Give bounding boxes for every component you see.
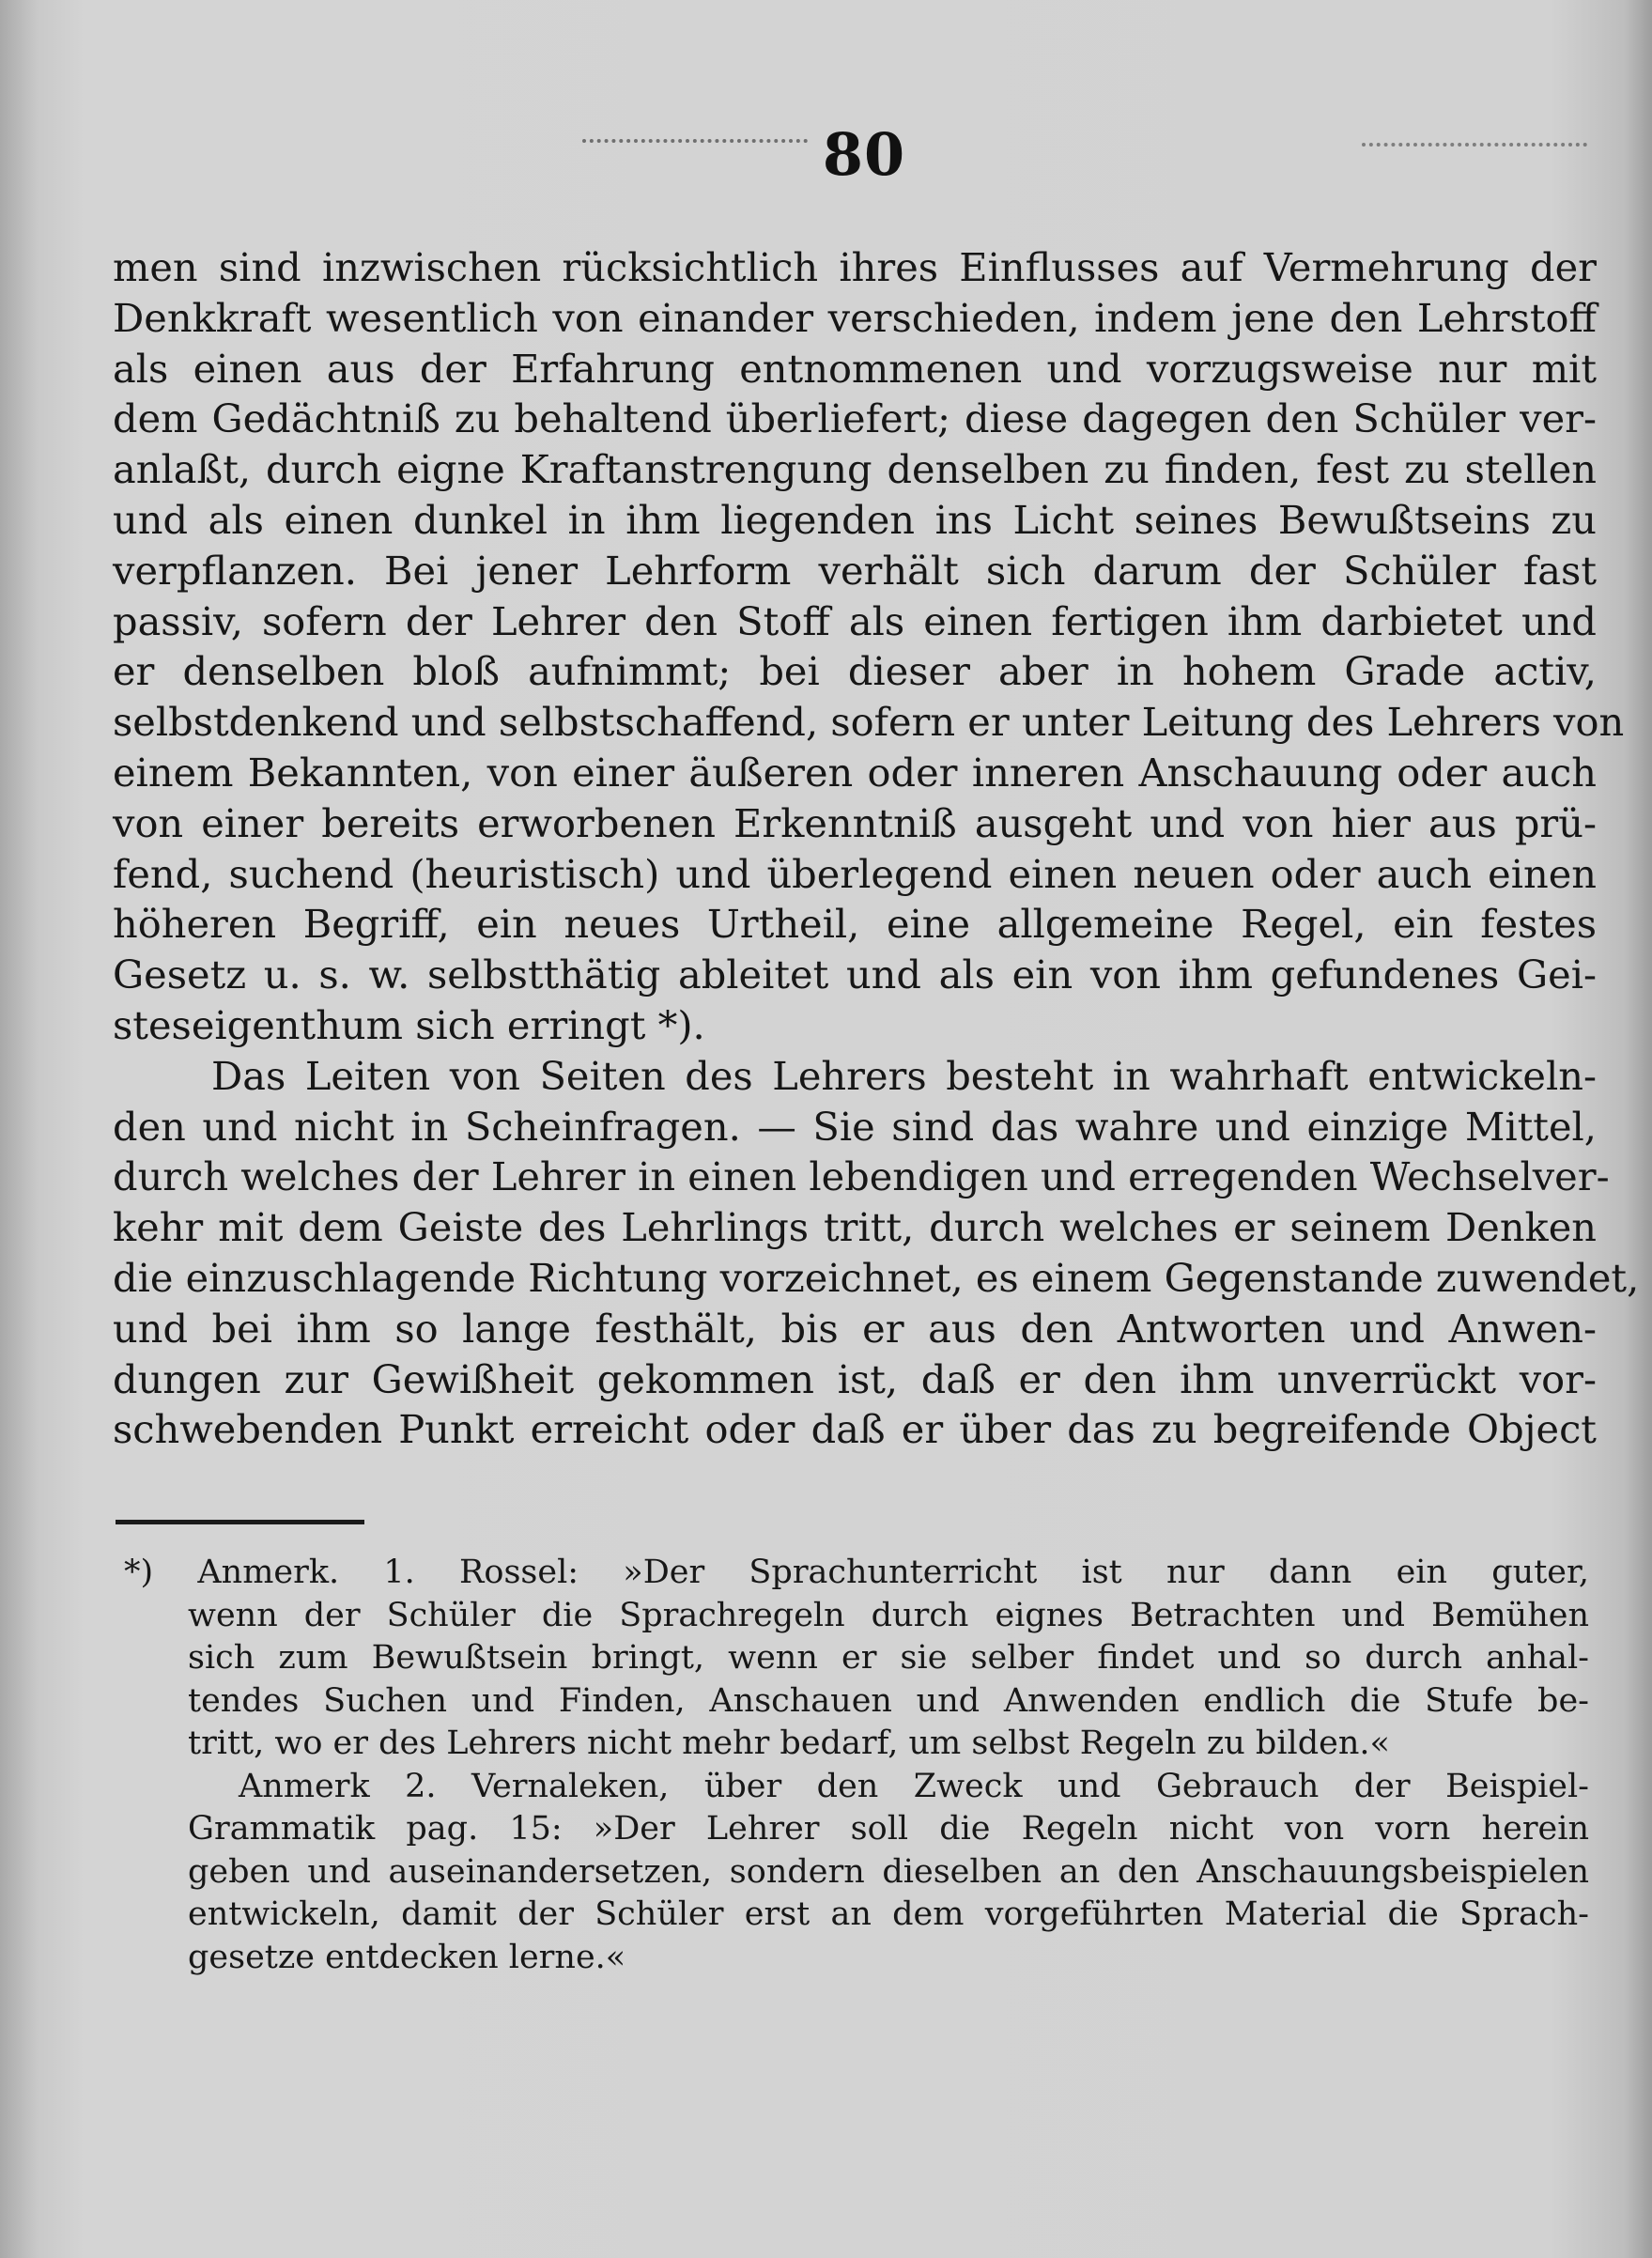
text-line: einem Bekannten, von einer äußeren oder inneren Anschauung oder auch	[113, 749, 1597, 796]
footnote-line: *) Anmerk. 1. Rossel: »Der Sprachunterricht ist nur dann ein guter,	[124, 1554, 1589, 1591]
text-line: und bei ihm so lange festhält, bis er aus den Antworten und Anwen-	[113, 1305, 1597, 1352]
page-number: 80	[822, 120, 906, 189]
text-line: passiv, sofern der Lehrer den Stoff als einen fertigen ihm darbietet und	[113, 597, 1597, 644]
text-line: dem Gedächtniß zu behaltend überliefert; diese dagegen den Schüler ver-	[113, 395, 1597, 442]
text-line: anlaßt, durch eigne Kraftanstrengung denselben zu finden, fest zu stellen	[113, 446, 1597, 493]
text-line: steseigenthum sich erringt *).	[113, 1001, 705, 1048]
text-line: Gesetz u. s. w. selbstthätig ableitet und als ein von ihm gefundenes Gei-	[113, 951, 1597, 998]
header-ornament-right	[1362, 143, 1587, 150]
text-line: Denkkraft wesentlich von einander verschieden, indem jene den Lehrstoff	[113, 294, 1597, 341]
text-line: selbstdenkend und selbstschaffend, sofern er unter Leitung des Lehrers von	[113, 699, 1625, 746]
footnote-line: gesetze entdecken lerne.«	[188, 1938, 626, 1976]
footnote-line: tritt, wo er des Lehrers nicht mehr bedarf, um selbst Regeln zu bilden.«	[188, 1724, 1390, 1762]
text-line: men sind inzwischen rücksichtlich ihres Einflusses auf Vermehrung der	[113, 244, 1597, 290]
text-line: verpflanzen. Bei jener Lehrform verhält sich darum der Schüler fast	[113, 547, 1597, 594]
text-line: die einzuschlagende Richtung vorzeichnet, es einem Gegenstande zuwendet,	[113, 1254, 1640, 1301]
footnotes	[124, 1552, 1589, 1979]
text-line: durch welches der Lehrer in einen lebendigen und erregenden Wechselver-	[113, 1153, 1610, 1200]
main-text	[113, 242, 1640, 1455]
text-line: von einer bereits erworbenen Erkenntniß ausgeht und von hier aus prü-	[113, 799, 1597, 846]
text-line: schwebenden Punkt erreicht oder daß er über das zu begreifende Object	[113, 1406, 1597, 1453]
text-line: und als einen dunkel in ihm liegenden ins Licht seines Bewußtseins zu	[113, 496, 1597, 543]
footnote-line: wenn der Schüler die Sprachregeln durch eignes Betrachten und Bemühen	[188, 1596, 1589, 1634]
text-line: fend, suchend (heuristisch) und überlegend einen neuen oder auch einen	[113, 850, 1597, 897]
footnote-line: Grammatik pag. 15: »Der Lehrer soll die Regeln nicht von vorn herein	[188, 1810, 1589, 1848]
page-header	[0, 120, 1652, 195]
text-line: kehr mit dem Geiste des Lehrlings tritt, durch welches er seinem Denken	[113, 1204, 1597, 1251]
text-line: Das Leiten von Seiten des Lehrers besteht in wahrhaft entwickeln-	[211, 1052, 1597, 1099]
text-line: er denselben bloß aufnimmt; bei dieser aber in hohem Grade activ,	[113, 648, 1597, 695]
text-line: als einen aus der Erfahrung entnommenen und vorzugsweise nur mit	[113, 345, 1597, 392]
text-line: den und nicht in Scheinfragen. — Sie sind das wahre und einzige Mittel,	[113, 1103, 1597, 1150]
text-line: höheren Begriff, ein neues Urtheil, eine allgemeine Regel, ein festes	[113, 901, 1597, 948]
header-ornament-left	[582, 139, 808, 147]
footnote-line: geben und auseinandersetzen, sondern dieselben an den Anschauungsbeispielen	[188, 1852, 1589, 1891]
footnote-line: Anmerk 2. Vernaleken, über den Zweck und Gebrauch der Beispiel-	[239, 1767, 1589, 1805]
footnote-line: entwickeln, damit der Schüler erst an dem vorgeführten Material die Sprach-	[188, 1895, 1589, 1933]
text-line: dungen zur Gewißheit gekommen ist, daß er den ihm unverrückt vor-	[113, 1355, 1597, 1402]
footnote-line: tendes Suchen und Finden, Anschauen und Anwenden endlich die Stufe be-	[188, 1681, 1589, 1720]
footnote-separator	[116, 1520, 364, 1524]
footnote-line: sich zum Bewußtsein bringt, wenn er sie selber findet und so durch anhal-	[188, 1639, 1589, 1677]
